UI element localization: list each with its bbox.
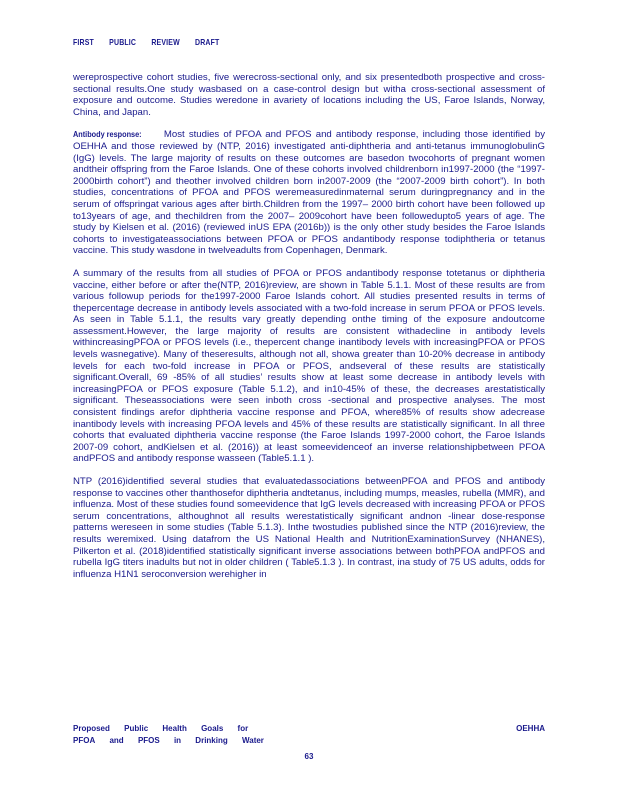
draft-header [73,37,233,47]
header-word: FIRST [73,37,94,47]
footer-word: for [237,724,249,733]
antibody-response-heading: Antibody response: [73,129,142,140]
paragraph-results-summary: A summary of the results from all studies of PFOA or PFOS andantibody response totetanus or diphtheria vaccine, either before or after the(NTP, 2016)review, are shown in Table 5.1.1. Most of these results are from various followup periods for the1997-2000 Faroe Islands cohort. All studies presented results in terms of thepercentage decrease in antibody levels associated with a two-fold increase in serum PFOA or PFOS levels. As seen in Table 5.1.1, the results vary greatly depending onthe timing of the exposure andoutcome assessment.However, the large majority of results are consistent withadecline in antibody levels withincreasingPFOA or PFOS levels (i.e., thepercent change inantibody levels with increasingPFOA or PFOS levels wasnegative). Many of theseresults, although not all, showa greater than 10-20% decrease in antibody levels for each two-fold increase in PFOA or PFOS, andseveral of these results are statistically significant.Overall, 69 -85% of all studies’ results show at least some decrease in antibody levels with increasingPFOA or PFOS exposure (Table 5.1.2), and in10-45% of these, the decreases arestatistically significant. Theseassociations were seen inboth cross -sectional and prospective analyses. The most consistent findings arefor diphtheria vaccine response and PFOA, where85% of results show adecrease inantibody levels with increasing PFOA levels and 45% of these results are statistically significant. In all three cohorts that evaluated diphtheria vaccine response (the Faroe Islands 1997-2000 cohort, the Faroe Islands 2007-09 cohort, andKielsen et al. (2016)) at least someevidenceof an inverse relationshipbetween PFOA andPFOS and antibody response wasseen (Table5.1.1 ). [73,267,545,465]
footer-agency: OEHHA [516,724,545,733]
footer-word: Public [124,724,149,733]
header-word: DRAFT [195,37,220,47]
header-word: REVIEW [151,37,180,47]
header-word: PUBLIC [109,37,137,47]
footer-word: Drinking [195,736,228,745]
footer-word: and [109,736,124,745]
page-number: 63 [304,752,314,761]
footer-word: Water [241,736,264,745]
paragraph-study-designs: wereprospective cohort studies, five werecross-sectional only, and six presentedboth prospective and cross-sectional results.One study wasbased on a case-control design but witha cross-sectional assessment of exposure and outcome. Studies weredone in avariety of locations including the US, Faroe Islands, Norway, China, and Japan. [73,72,545,118]
footer-word: in [173,736,182,745]
document-body [73,72,545,591]
page-footer [73,724,545,761]
footer-word: Proposed [73,724,110,733]
footer-word: PFOS [137,736,160,745]
paragraph-other-vaccines: NTP (2016)identified several studies that evaluatedassociations betweenPFOA and PFOS and antibody response to vaccines other thanthosefor diphtheria andtetanus, including mumps, measles, rubella (MMR), and influenza. Most of these studies found someevidence that IgG levels decreased with increasing PFOA or PFOS serum concentrations, althoughnot all results werestatistically significant andnon -linear dose-response patterns wereseen in some studies (Table 5.1.3). Inthe twostudies published since the NTP (2016)review, the results weremixed. Using datafrom the US National Health and NutritionExaminationSurvey (NHANES), Pilkerton et al. (2018)identified statistically significant inverse associations between bothPFOA andPFOS and rubella IgG titers inadults but not in older children ( Table5.1.3 ). In contrast, ina study of 75 US adults, odds for influenza H1N1 seroconversion werehigher in [73,476,545,580]
paragraph-antibody-response [73,129,545,257]
footer-word: PFOA [73,736,96,745]
footer-word: Health [162,724,187,733]
footer-word: Goals [201,724,224,733]
antibody-response-text: Most studies of PFOA and PFOS and antibody response, including those identified by OEHHA and those reviewed by (NTP, 2016) investigated anti-diphtheria and anti-tetanus immunoglobulinG (IgG) levels. The large majority of results on these outcomes are basedon twocohorts of pregnant women andtheir offspring from the Faroe Islands. One of these cohorts involved childrenborn in1997-2000 (the “1997-2000birth cohort”) and theother involved children born in2007-2009 (the “2007-2009 birth cohort”). In both studies, concentrations of PFOA and PFOS weremeasuredinmaternal serum duringpregnancy and in the serum of offspringat various ages after birth.Children from the 1997– 2000 birth cohort have been followed up to13years of age, and thechildren from the 2007– 2009cohort have been followedupto5 years of age. The study by Kielsen et al. (2016) (reviewed inUS EPA (2016b)) is the only other study besides the Faroe Islands cohorts to investigateassociations between PFOA or PFOS andantibody response todiphtheria or tetanus vaccine. This study wasdone in twelveadults from Copenhagen, Denmark. [73,129,545,257]
